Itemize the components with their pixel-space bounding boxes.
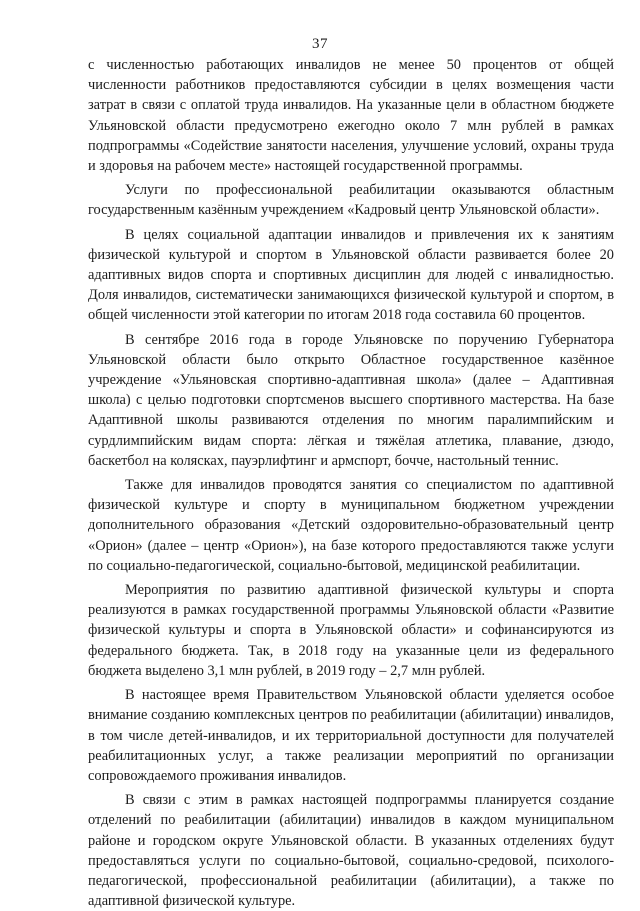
paragraph-professional-rehabilitation: Услуги по профессиональной реабилитации оказываются областным государственным казённым учреждением «Кадровый центр Ульяновской области». [88,182,614,219]
page-number: 37 [312,36,328,52]
document-body [88,55,614,911]
paragraph-adaptive-sports: В целях социальной адаптации инвалидов и привлечения их к занятиям физической культурой и спортом в Ульяновской области развивается более 20 адаптивных видов спорта и спортивных дисциплин для людей с инвалидностью. Доля инвалидов, систематически занимающихся физической культурой и спортом, в общей численности этой категории по итогам 2018 года составила 60 процентов. [88,226,614,324]
paragraph-adaptive-school: В сентябре 2016 года в городе Ульяновске по поручению Губернатора Ульяновской области было открыто Областное государственное казённое учреждение «Ульяновская спортивно-адаптивная школа» (далее – Адаптивная школа) с целью подготовки спортсменов высшего спортивного мастерства. На базе Адаптивной школы развиваются отделения по многим паралимпийским и сурдлимпийским видам спорта: лёгкая и тяжёлая атлетика, плавание, дзюдо, баскетбол на колясках, пауэрлифтинг и армспорт, бочче, настольный теннис. [88,331,614,469]
paragraph-funding: Мероприятия по развитию адаптивной физической культуры и спорта реализуются в рамках государственной программы Ульяновской области «Развитие физической культуры и спорта в Ульяновской области» и софинансируются из федерального бюджета. Так, в 2018 году на указанные цели из федерального бюджета выделено 3,1 млн рублей, в 2019 году – 2,7 млн рублей. [88,582,614,679]
paragraph-rehabilitation-centers: В настоящее время Правительством Ульяновской области уделяется особое внимание созданию комплексных центров по реабилитации (абилитации) инвалидов, в том числе детей-инвалидов, и их территориальной доступности для получателей реабилитационных услуг, а также реализации мероприятий по организации сопровождаемого проживания инвалидов. [88,687,614,784]
paragraph-rehabilitation-departments: В связи с этим в рамках настоящей подпрограммы планируется создание отделений по реабилитации (абилитации) инвалидов в каждом муниципальном районе и городском округе Ульяновской области. В указанных отделениях будут предоставляться услуги по социально-бытовой, социально-средовой, психолого-педагогической, профессиональной реабилитации (абилитации), а также по адаптивной физической культуре. [88,792,614,910]
paragraph-continuation: с численностью работающих инвалидов не менее 50 процентов от общей численности работников предоставляются субсидии в целях возмещения части затрат в связи с оплатой труда инвалидов. На указанные цели в областном бюджете Ульяновской области предусмотрено ежегодно около 7 млн рублей в рамках подпрограммы «Содействие занятости населения, улучшение условий, охраны труда и здоровья на рабочем месте» настоящей государственной программы. [88,57,614,175]
paragraph-orion-center: Также для инвалидов проводятся занятия со специалистом по адаптивной физической культуре и спорту в муниципальном бюджетном учреждении дополнительного образования «Детский оздоровительно-образовательный центр «Орион» (далее – центр «Орион»), на базе которого предоставляются также услуги по социально-педагогической, социально-бытовой, медицинской реабилитации. [88,477,614,574]
